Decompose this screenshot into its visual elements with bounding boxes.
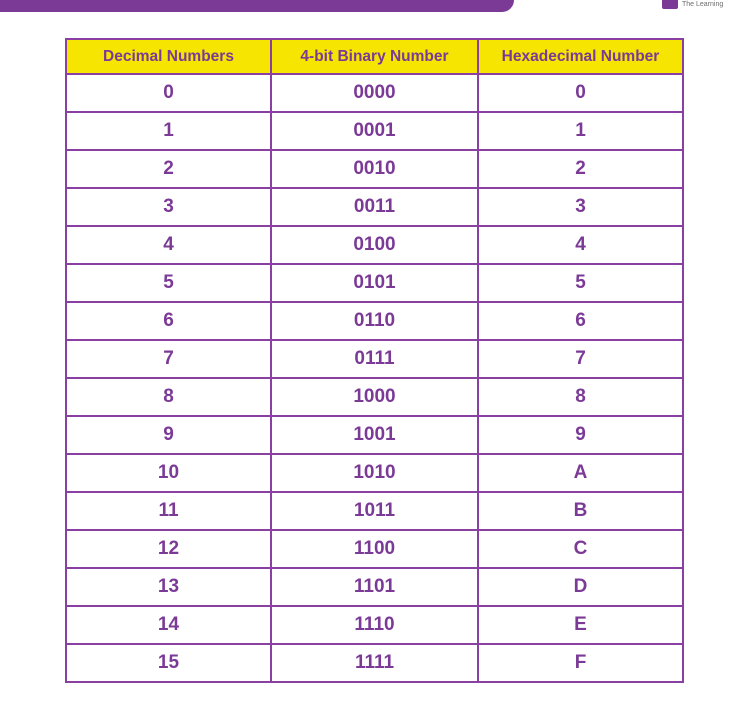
binary-cell: 0110	[271, 302, 478, 340]
binary-cell: 0001	[271, 112, 478, 150]
hex-cell: 1	[478, 112, 683, 150]
hex-cell: 0	[478, 74, 683, 112]
table-header-row	[66, 39, 683, 74]
binary-cell: 1100	[271, 530, 478, 568]
decimal-cell: 3	[66, 188, 271, 226]
table-row	[66, 644, 683, 682]
logo-mark-icon	[662, 0, 678, 9]
decimal-cell: 15	[66, 644, 271, 682]
table-row	[66, 492, 683, 530]
decimal-cell: 10	[66, 454, 271, 492]
binary-cell: 0101	[271, 264, 478, 302]
binary-cell: 1110	[271, 606, 478, 644]
hex-cell: 9	[478, 416, 683, 454]
binary-cell: 1111	[271, 644, 478, 682]
table-row	[66, 302, 683, 340]
binary-cell: 1101	[271, 568, 478, 606]
table-row	[66, 416, 683, 454]
table-row	[66, 378, 683, 416]
logo	[652, 0, 750, 14]
decimal-cell: 8	[66, 378, 271, 416]
hex-cell: 3	[478, 188, 683, 226]
table-row	[66, 530, 683, 568]
decimal-cell: 9	[66, 416, 271, 454]
number-conversion-table	[65, 38, 684, 683]
binary-cell: 1010	[271, 454, 478, 492]
decimal-cell: 0	[66, 74, 271, 112]
binary-cell: 1001	[271, 416, 478, 454]
table-row	[66, 264, 683, 302]
hex-cell: E	[478, 606, 683, 644]
header-binary: 4-bit Binary Number	[271, 39, 478, 74]
binary-cell: 0000	[271, 74, 478, 112]
hex-cell: 5	[478, 264, 683, 302]
binary-cell: 0100	[271, 226, 478, 264]
binary-cell: 0111	[271, 340, 478, 378]
hex-cell: 7	[478, 340, 683, 378]
table-row	[66, 112, 683, 150]
hex-cell: C	[478, 530, 683, 568]
table-row	[66, 150, 683, 188]
decimal-cell: 4	[66, 226, 271, 264]
table-row	[66, 226, 683, 264]
binary-cell: 1011	[271, 492, 478, 530]
hex-cell: 4	[478, 226, 683, 264]
decimal-cell: 14	[66, 606, 271, 644]
table-row	[66, 606, 683, 644]
table-row	[66, 188, 683, 226]
hex-cell: B	[478, 492, 683, 530]
decimal-cell: 1	[66, 112, 271, 150]
decimal-cell: 12	[66, 530, 271, 568]
decimal-cell: 2	[66, 150, 271, 188]
table-row	[66, 74, 683, 112]
hex-cell: 8	[478, 378, 683, 416]
decimal-cell: 13	[66, 568, 271, 606]
table-row	[66, 340, 683, 378]
table-row	[66, 454, 683, 492]
table-row	[66, 568, 683, 606]
hex-cell: D	[478, 568, 683, 606]
decimal-cell: 7	[66, 340, 271, 378]
hex-cell: 2	[478, 150, 683, 188]
binary-cell: 0011	[271, 188, 478, 226]
header-decimal: Decimal Numbers	[66, 39, 271, 74]
top-banner	[0, 0, 514, 12]
header-hexadecimal: Hexadecimal Number	[478, 39, 683, 74]
hex-cell: 6	[478, 302, 683, 340]
binary-cell: 1000	[271, 378, 478, 416]
binary-cell: 0010	[271, 150, 478, 188]
hex-cell: F	[478, 644, 683, 682]
decimal-cell: 6	[66, 302, 271, 340]
decimal-cell: 11	[66, 492, 271, 530]
decimal-cell: 5	[66, 264, 271, 302]
hex-cell: A	[478, 454, 683, 492]
logo-tagline: The Learning	[682, 1, 724, 8]
